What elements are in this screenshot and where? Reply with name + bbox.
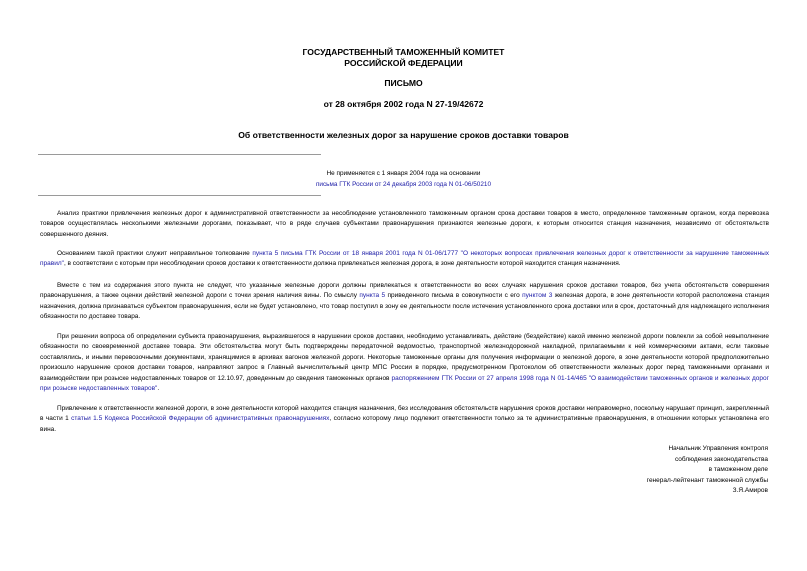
- paragraph-2-text-b: , в соответствии с которым при несоблюдении сроков доставки к ответственности должна привлекаться железная дорога, в зоне деятельности которой находится станция назначения.: [63, 260, 621, 268]
- signature-line-2: соблюдения законодательства: [674, 455, 768, 463]
- status-note-link[interactable]: письма ГТК России от 24 декабря 2003 года N 01-06/50210: [315, 181, 492, 188]
- title-divider: [38, 154, 321, 155]
- paragraph-3: [40, 281, 769, 323]
- status-note: [0, 168, 807, 190]
- paragraph-3-link-1[interactable]: пункта 5: [359, 292, 386, 300]
- paragraph-3-link-2[interactable]: пунктом 3: [522, 292, 553, 300]
- paragraph-4-text-a: При решении вопроса об определении субъекта правонарушения, выразившегося в нарушении сроков доставки, необходимо устанавливать, действие (бездействие) какой именно железной дороги повлекли за собой невыполнение обязанности по своевременной доставке товара. Эти обстоятельства могут быть подтверждены передаточной ведомостью, транспортной железнодорожной накладной, прилагаемыми к ней коммерческими актами, если таковые составлялись, и иными перевозочными документами, хранящимися в архивах вагонов железной дороги. Некоторые таможенные органы для получения информации о железной дороге, в зоне деятельности которой предположительно произошло нарушение сроков доставки товаров, направляют запрос в Главный вычислительный центр МПС России в порядке, предусмотренном Протоколом об ответственности железных дорог перед таможенными органами и взаимодействии при розыске недоставленных товаров от 12.10.97, доведенным до сведения таможенных органов: [40, 333, 769, 382]
- paragraph-4-text-b: .: [157, 385, 160, 393]
- paragraph-4-link[interactable]: распоряжением ГТК России от 27 апреля 1998 года N 01-14/465 "О взаимодействии таможенных органов и железных дорог при розыске недоставленных товаров": [40, 374, 769, 393]
- paragraph-2-text-a: Основанием такой практики служит неправильное толкование: [57, 250, 253, 257]
- paragraph-3-text-c: железная дорога, в зоне деятельности которой расположена станция назначения, должна признаваться субъектом правонарушения, если не будет установлено, что товар поступил в зону ее деятельности после истечения установленного срока доставки или в срок, достаточный для надлежащего исполнения обязанности по доставке товара.: [40, 292, 769, 321]
- doc-date: от 28 октября 2002 года N 27-19/42672: [323, 99, 484, 109]
- org-name-line1: ГОСУДАРСТВЕННЫЙ ТАМОЖЕННЫЙ КОМИТЕТ: [302, 47, 505, 57]
- doc-title: Об ответственности железных дорог за нарушение сроков доставки товаров: [238, 130, 569, 140]
- paragraph-4: [40, 332, 769, 394]
- paragraph-3-text-a: Вместе с тем из содержания этого пункта не следует, что указанные железные дороги должны привлекаться к ответственности во всех случаях нарушения сроков доставки товаров, без учета обстоятельств совершения правонарушения, а также оценки действий железной дороги с точки зрения наличия вины. По смыслу: [40, 282, 769, 300]
- org-name-line2: РОССИЙСКОЙ ФЕДЕРАЦИИ: [344, 58, 463, 68]
- paragraph-3-text-b: приведенного письма в совокупности с его: [385, 292, 523, 300]
- paragraph-5: [40, 404, 769, 435]
- signature-line-1: Начальник Управления контроля: [668, 445, 768, 452]
- paragraph-5-text-a: Привлечение к ответственности железной дороги, в зоне деятельности которой находится станция назначения, без исследования обстоятельств нарушения сроков доставки неправомерно, поскольку нарушает принцип, закрепленный в части 1: [40, 405, 769, 423]
- signature-name: З.Я.Амиров: [732, 487, 768, 495]
- doc-type: ПИСЬМО: [384, 78, 423, 88]
- signature-line-3: в таможенном деле: [708, 466, 768, 474]
- paragraph-2-link[interactable]: пункта 5 письма ГТК России от 18 января 2001 года N 01-06/1777 "О некоторых вопросах привлечения железных дорог к ответственности за нарушение таможенных правил": [40, 250, 770, 268]
- signature-block: [508, 444, 768, 497]
- paragraph-5-text-b: , согласно которому лицо подлежит ответственности только за те административные правонарушения, в отношении которых установлена его вина.: [40, 415, 769, 433]
- paragraph-2: [40, 249, 769, 270]
- status-note-text: Не применяется с 1 января 2004 года на основании: [326, 170, 481, 177]
- paragraph-5-link[interactable]: статьи 1.5 Кодекса Российской Федерации об административных правонарушениях: [71, 415, 330, 423]
- paragraph-1: Анализ практики привлечения железных дорог к административной ответственности за несоблюдение установленного таможенным органом срока доставки товаров в место, определенное таможенным органом, когда перевозка товаров осуществлялась несколькими железными дорогами, показывает, что в ряде случаев субъектами правонарушения признаются железные дороги, к которым относится станция назначения, независимо от обстоятельств совершенного деяния.: [40, 210, 769, 238]
- note-divider: [38, 195, 321, 196]
- signature-line-4: генерал-лейтенант таможенной службы: [646, 476, 768, 484]
